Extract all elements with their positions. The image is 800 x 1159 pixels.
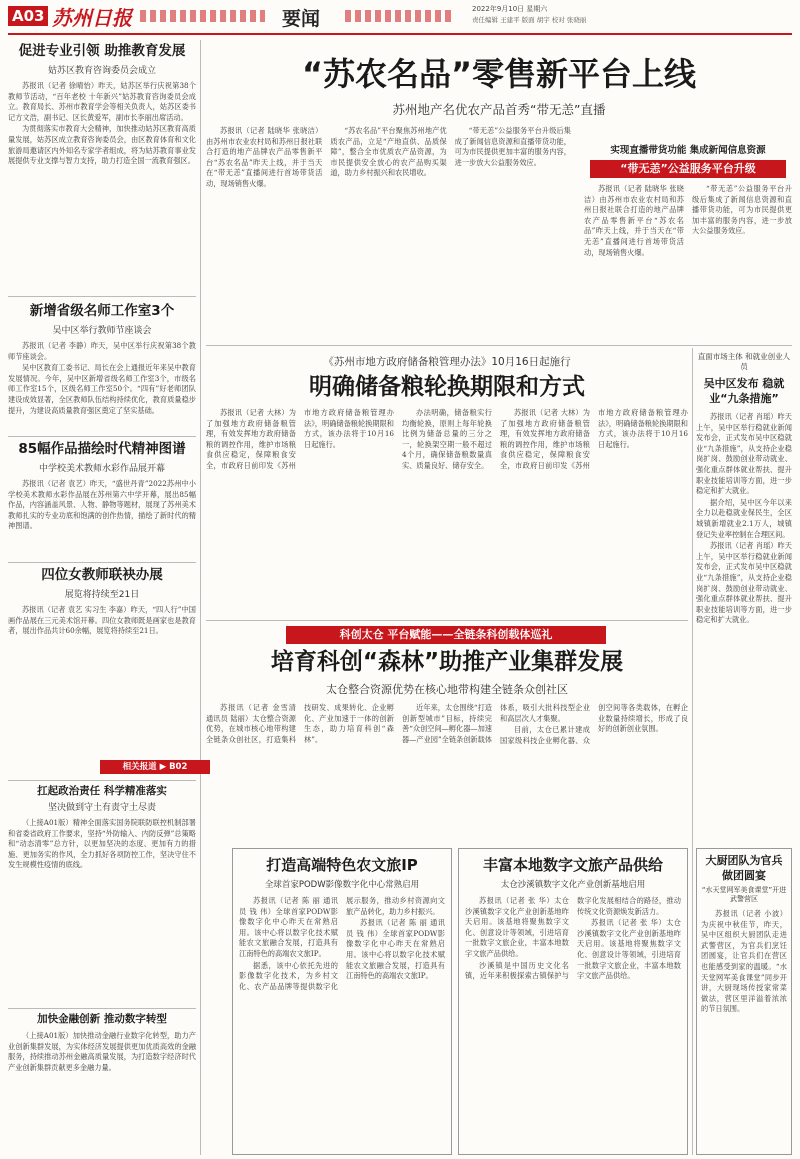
article-paragraph: 吴中区教育工委书记、局长在会上通报近年来吴中教育发展情况。今年，吴中区新增省级名师工作室3个，市级名师工作室15个，区级名师工作室50个。“四有”好老师团队建设成效显著，全区教师队伍结构持续优化，教育质量稳步提升，为建设高质量教育强区奠定了坚实基础。 bbox=[8, 363, 196, 415]
article-title: 明确储备粮轮换期限和方式 bbox=[309, 374, 585, 400]
article-paragraph: （上接A01版）精神全面落实国务院联防联控机制部署和省委省政府工作要求，坚持“外防输入、内防反弹”总策略和“动态清零”总方针，以更加坚决的态度、更加有力的措施、更加务实的作风，全力抓好各项防控工作，坚决守住不发生规模性疫情的底线。 bbox=[8, 818, 196, 870]
article-epidemic-duty bbox=[8, 784, 196, 1004]
article-subtitle: 中学校美术教师水彩作品展开幕 bbox=[38, 464, 165, 474]
article-education-committee bbox=[8, 42, 196, 292]
article-famous-teacher bbox=[8, 302, 196, 432]
article-paragraph: 苏报讯（记者 袁艺 实习生 李嘉）昨天，“四人行”中国画作品展在三元美术馆开幕。四位女教师既是画家也是教育者，展出作品共计60余幅，展览将持续至21日。 bbox=[8, 605, 196, 636]
article-paragraph: 苏报讯（记者 张 华）太仓沙溪镇数字文化产业创新基地昨天启用。该基地将聚焦数字文化、创意设计等领域，引进培育一批数字文旅企业，丰富本地数字文旅产品供给。 bbox=[465, 896, 569, 958]
masthead-pattern-right bbox=[345, 10, 455, 22]
article-paragraph: 据介绍，吴中区今年以来全力以赴稳就业保民生，全区城镇新增就业2.1万人，城镇登记失业率控制在合理区间。 bbox=[696, 497, 792, 539]
article-paragraph: 苏报讯（记者 陆晓华 张晓洁）由苏州市农业农村局和苏州日报社联合打造的地产品牌农产品零售新平台“苏农名品”昨天上线，并于当天在“带无恙”直播间进行首场带货活动，现场销售火爆。 bbox=[584, 184, 684, 257]
article-paragraph: （上接A01版）加快推动金融行业数字化转型，助力产业创新集群发展，为实体经济发展提供更加优质高效的金融服务，持续推动苏州金融高质量发展，为打造数字经济时代产业创新集群贡献更多金融力量。 bbox=[8, 1031, 196, 1072]
article-four-teachers bbox=[8, 566, 196, 676]
article-kicker: 《苏州市地方政府储备粮管理办法》10月16日起施行 bbox=[323, 356, 571, 368]
article-paragraph: “苏农名品”平台聚焦苏州地产优质农产品，立足“产地直供、品质保障”，整合全市优质农产品资源，为市民提供安全放心的农产品购买渠道，助力乡村振兴和农民增收。 bbox=[330, 126, 447, 178]
page-number: A03 bbox=[8, 6, 48, 26]
article-paragraph: 苏报讯（记者 陆晓华 张晓洁）由苏州市农业农村局和苏州日报社联合打造的地产品牌农产品零售新平台“苏农名品”昨天上线，并于当天在“带无恙”直播间进行首场带货活动，现场销售火爆。 bbox=[206, 126, 323, 188]
article-science bbox=[206, 646, 688, 842]
divider bbox=[8, 562, 196, 563]
article-paragraph: 近年来，太仓围绕“打造创新型城市”目标，持续完善“众创空间—孵化器—加速器—产业园”全链条创新载体体系，吸引大批科技型企业和高层次人才集聚。 bbox=[402, 703, 590, 744]
lead-subtitle: 苏州地产名优农产品首秀“带无恙”直播 bbox=[392, 102, 606, 117]
article-title: 打造高端特色农文旅IP bbox=[266, 856, 418, 874]
article-paragraph: 苏报讯（记者 小波）为庆祝中秋佳节，昨天，吴中区组织大厨团队走进武警营区，为官兵们烹饪团圆宴，让官兵们在营区也能感受到家的温暖。“水天堂网军美食课堂”同步开讲，大厨现场传授家常菜做法，营区里洋溢着浓浓的节日氛围。 bbox=[701, 909, 787, 1014]
article-paragraph: 苏报讯（记者 陈 丽 通讯员 钱 伟）全球首家PODW影像数字化中心昨天在常熟启用。该中心将以数字化技术赋能农文旅融合发展，打造具有江南特色的高端农文旅IP。 bbox=[239, 896, 338, 958]
paper-logo: 苏州日报 bbox=[52, 6, 132, 30]
article-agri-ip bbox=[232, 848, 452, 1155]
article-title: 丰富本地数字文旅产品供给 bbox=[482, 856, 663, 874]
article-subtitle: 全球首家PODW影像数字化中心常熟启用 bbox=[264, 880, 420, 890]
science-banner: 科创太仓 平台赋能——全链条科创载体巡礼 bbox=[286, 626, 606, 644]
article-paragraph: 据悉，该中心依托先进的影像数字化技术，为乡村文化、农产品品牌等提供数字化展示服务，推动乡村资源向文旅产品转化，助力乡村振兴。 bbox=[239, 896, 445, 991]
divider bbox=[8, 1008, 196, 1009]
article-title: 加快金融创新 推动数字转型 bbox=[37, 1013, 167, 1025]
article-finance bbox=[8, 1012, 196, 1155]
article-title: 四位女教师联袂办展 bbox=[41, 567, 163, 583]
lead-title: “苏农名品”零售新平台上线 bbox=[301, 55, 697, 93]
article-subtitle: 吴中区举行教师节座谈会 bbox=[52, 326, 152, 336]
divider bbox=[206, 620, 688, 621]
article-employment bbox=[696, 352, 792, 842]
article-subtitle: 太仓沙溪镇数字文化产业创新基地启用 bbox=[500, 880, 646, 890]
article-paragraph: 目前，太仓已累计建成国家级科技企业孵化器、众创空间等各类载体，在孵企业数量持续增长，形成了良好的创新创业氛围。 bbox=[500, 703, 688, 745]
article-subtitle: 展览将持续至21日 bbox=[64, 590, 140, 600]
arrow-right-icon: ▶ bbox=[159, 762, 170, 772]
article-title: 新增省级名师工作室3个 bbox=[29, 303, 175, 319]
lead-feature-box bbox=[584, 142, 792, 342]
article-grain-reserve bbox=[206, 348, 688, 618]
article-paragraph: 苏报讯（记者 大林）为了加强地方政府储备粮管理，有效发挥地方政府储备粮的调控作用，维护市场粮食供应稳定，保障粮食安全，市政府日前印发《苏州市地方政府储备粮管理办法》，明确储备粮轮换期限和方式，该办法将于10月16日起施行。 bbox=[500, 408, 688, 470]
section-name: 要闻 bbox=[282, 8, 321, 30]
article-title: 培育科创“森林”助推产业集群发展 bbox=[270, 649, 624, 675]
article-chef-team bbox=[696, 848, 792, 1155]
divider bbox=[8, 296, 196, 297]
related-report-tag[interactable] bbox=[100, 760, 210, 774]
article-title: 吴中区发布 稳就业“九条措施” bbox=[703, 377, 785, 405]
article-paragraph: 苏报讯（记者 袁艺）昨天，“盛世丹青”2022苏州中小学校美术教师水彩作品展在苏州第六中学开幕，展出85幅作品，内容涵盖风景、人物、静物等题材，展现了苏州美术教师扎实的专业功底和饱满的创作热情，描绘了新时代的精神图谱。 bbox=[8, 479, 196, 531]
article-paragraph: 苏报讯（记者 张 华）太仓沙溪镇数字文化产业创新基地昨天启用。该基地将聚焦数字文化、创意设计等领域，引进培育一批数字文旅企业，丰富本地数字文旅产品供给。 bbox=[577, 918, 681, 981]
article-paragraph: “带无恙”公益服务平台升级后集成了新闻信息资源和直播带货功能，可为市民提供更加丰富的服务内容，进一步放大公益服务效应。 bbox=[454, 126, 571, 167]
article-paragraph: 沙溪镇是中国历史文化名镇，近年来积极探索古镇保护与数字化发展相结合的路径，推动传统文化资源焕发新活力。 bbox=[465, 896, 681, 981]
article-paragraph: 苏报讯（记者 李静）昨天，吴中区举行庆祝第38个教师节座谈会。 bbox=[8, 341, 196, 361]
masthead bbox=[0, 0, 800, 32]
issue-date: 2022年9月10日 星期六 bbox=[472, 5, 548, 13]
article-paragraph: 为贯彻落实市教育大会精神，加快推动姑苏区教育高质量发展，姑苏区成立教育咨询委员会，由区教育体育和文化旅游局邀请区内外知名专家学者组成，将为姑苏教育事业发展提供专业支撑与智力支持，助力打造全国一流教育强区。 bbox=[8, 124, 196, 166]
article-title: 扛起政治责任 科学精准落实 bbox=[37, 785, 167, 797]
lead-body bbox=[206, 126, 571, 341]
related-report-label: 相关报道 bbox=[122, 762, 157, 772]
article-subtitle: 太仓整合资源优势在核心地带构建全链条众创社区 bbox=[326, 683, 568, 696]
article-kicker: 直面市场主体 和就业创业人员 bbox=[697, 352, 791, 371]
article-subtitle: 姑苏区教育咨询委员会成立 bbox=[47, 66, 156, 76]
article-subtitle: “水天堂网军美食课堂”开进武警营区 bbox=[701, 886, 787, 903]
article-title: 促进专业引领 助推教育发展 bbox=[18, 43, 186, 59]
col-divider-1 bbox=[200, 40, 201, 1155]
feature-box-subtitle: “带无恙”公益服务平台升级 bbox=[590, 160, 786, 178]
masthead-rule bbox=[8, 33, 792, 35]
col-divider-right bbox=[692, 348, 693, 1155]
lead-article bbox=[206, 42, 792, 342]
issue-staff: 责任编辑 王建平 版面 胡宇 校对 张晓丽 bbox=[472, 16, 587, 24]
divider bbox=[8, 780, 196, 781]
article-title: 85幅作品描绘时代精神图谱 bbox=[18, 441, 186, 457]
masthead-pattern bbox=[140, 10, 265, 22]
article-paragraph: 苏报讯（记者 肖瑶）昨天上午，吴中区举行稳就业新闻发布会，正式发布吴中区稳就业“九条措施”，从支持企业稳岗扩岗、鼓励创业带动就业、强化重点群体就业帮扶、提升职业技能培训等方面，进一步稳定和扩大就业。 bbox=[696, 412, 792, 496]
article-paragraph: 办法明确，储备粮实行均衡轮换，原则上每年轮换比例为储备总量的三分之一，轮换架空期一般不超过4个月，确保储备粮数量真实、质量良好、储存安全。 bbox=[402, 408, 492, 470]
article-paragraph: 苏报讯（记者 陈 丽 通讯员 钱 伟）全球首家PODW影像数字化中心昨天在常熟启用。该中心将以数字化技术赋能农文旅融合发展，打造具有江南特色的高端农文旅IP。 bbox=[346, 918, 445, 981]
article-paragraph: “带无恙”公益服务平台升级后集成了新闻信息资源和直播带货功能，可为市民提供更加丰富的服务内容，进一步放大公益服务效应。 bbox=[692, 184, 792, 236]
article-title: 大厨团队为官兵 做团圆宴 bbox=[705, 854, 783, 882]
divider bbox=[206, 345, 792, 346]
article-paragraph: 苏报讯（记者 大林）为了加强地方政府储备粮管理，有效发挥地方政府储备粮的调控作用，维护市场粮食供应稳定，保障粮食安全，市政府日前印发《苏州市地方政府储备粮管理办法》，明确储备粮轮换期限和方式，该办法将于10月16日起施行。 bbox=[206, 408, 394, 470]
divider bbox=[8, 436, 196, 437]
related-report-page: B02 bbox=[169, 762, 188, 772]
article-digital-culture bbox=[458, 848, 688, 1155]
article-paragraph: 苏报讯（记者 金雪清 通讯员 陆丽）太仓整合资源优势，在城市核心地带构建全链条众创社区，打造集科技研发、成果转化、企业孵化、产业加速于一体的创新生态，助力培育科创“森林”。 bbox=[206, 703, 394, 744]
feature-box-title: 实现直播带货功能 集成新闻信息资源 bbox=[610, 145, 766, 156]
article-paragraph: 苏报讯（记者 肖瑶）昨天上午，吴中区举行稳就业新闻发布会，正式发布吴中区稳就业“九条措施”，从支持企业稳岗扩岗、鼓励创业带动就业、强化重点群体就业帮扶、提升职业技能培训等方面，进一步稳定和扩大就业。 bbox=[696, 541, 792, 625]
article-paragraph: 苏报讯（记者 徐晴怡）昨天，姑苏区举行庆祝第38个教师节活动，“百年老校 十年新兴”姑苏教育咨询委员会成立。教育局长、苏州市教育学会等相关负责人，姑苏区委书记方文浩，副书记、区长黄爱军，副市长李丽出席活动。 bbox=[8, 81, 196, 122]
article-subtitle: 坚决做到守土有责守土尽责 bbox=[47, 803, 156, 813]
